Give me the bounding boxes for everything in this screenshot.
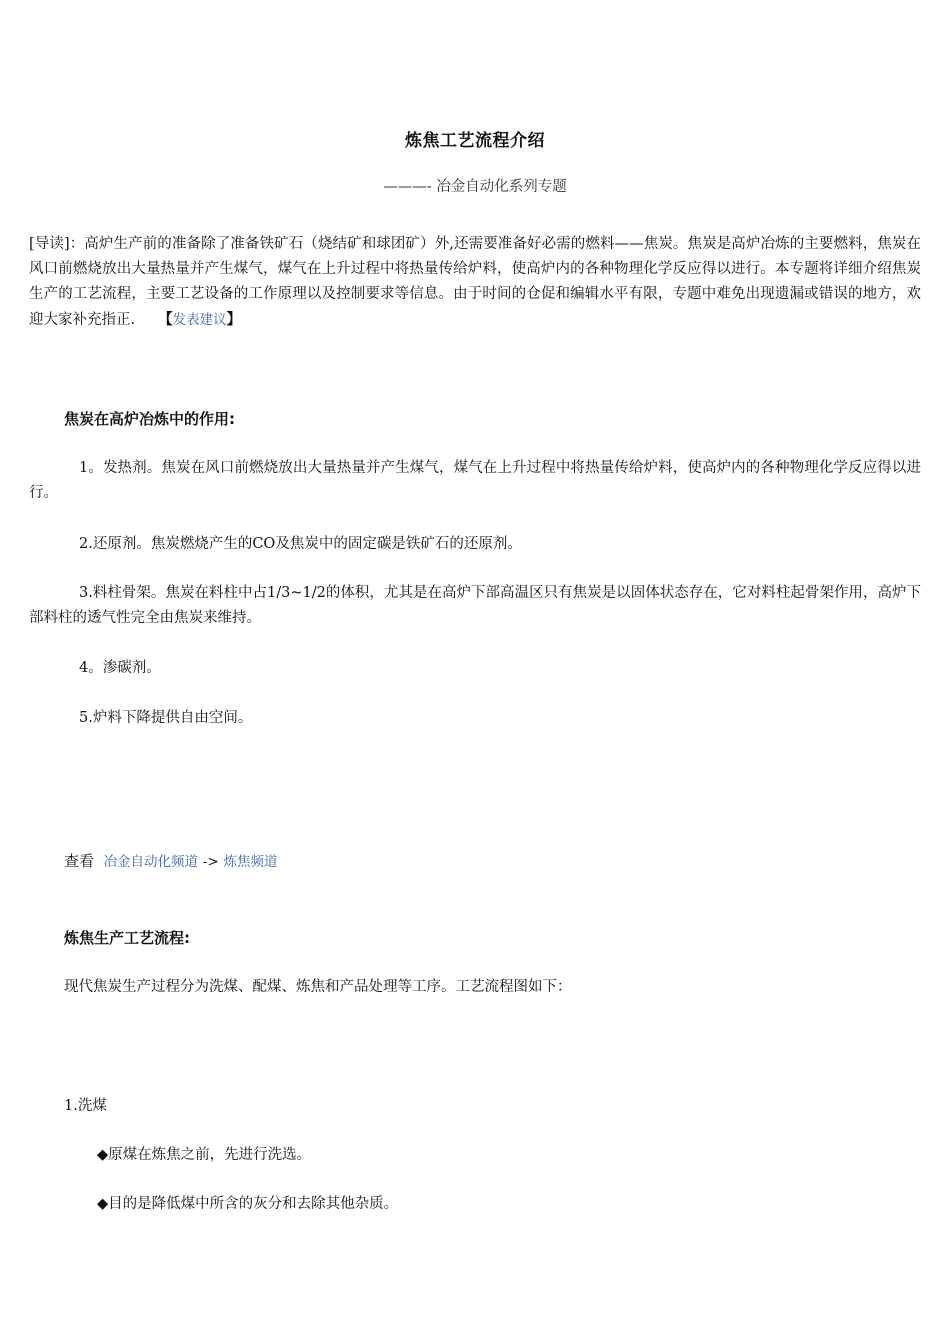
washing-bullet-1: ◆原煤在炼焦之前，先进行洗选。	[97, 1147, 312, 1163]
role-item-3: 3.料柱骨架。焦炭在料柱中占1/3~1/2的体积，尤其是在高炉下部高温区只有焦炭是以固体状态存在，它对料柱起骨架作用，高炉下部料柱的透气性完全由焦炭来维持。	[29, 585, 921, 626]
section-heading-coke-role: 焦炭在高炉冶炼中的作用:	[64, 410, 235, 428]
coking-channel-link[interactable]: 炼焦频道	[223, 854, 278, 870]
washing-bullet-2: ◆目的是降低煤中所含的灰分和去除其他杂质。	[97, 1196, 399, 1212]
section-heading-process: 炼焦生产工艺流程:	[64, 929, 190, 947]
feedback-link[interactable]: 发表建议	[172, 312, 227, 328]
role-item-2: 2.还原剂。焦炭燃烧产生的CO及焦炭中的固定碳是铁矿石的还原剂。	[79, 536, 522, 552]
role-item-1: 1。发热剂。焦炭在风口前燃烧放出大量热量并产生煤气，煤气在上升过程中将热量传给炉料，使高炉内的各种物理化学反应得以进行。	[29, 460, 921, 501]
intro-text: [导读]：高炉生产前的准备除了准备铁矿石（烧结矿和球团矿）外,还需要准备好必需的燃料——焦炭。焦炭是高炉冶炼的主要燃料，焦炭在风口前燃烧放出大量热量并产生煤气，煤气在上升过程中将热量传给炉料，使高炉内的各种物理化学反应得以进行。本专题将详细介绍焦炭生产的工艺流程，主要工艺设备的工作原理以及控制要求等信息。由于时间的仓促和编辑水平有限，专题中难免出现遗漏或错误的地方，欢迎大家补充指正.	[29, 236, 921, 328]
feedback-bracket-close: 】	[226, 311, 242, 328]
step-title-washing: 1.洗煤	[64, 1098, 107, 1114]
channel-nav	[64, 850, 278, 871]
intro-paragraph	[29, 232, 921, 333]
process-intro: 现代焦炭生产过程分为洗煤、配煤、炼焦和产品处理等工序。工艺流程图如下：	[64, 979, 572, 995]
feedback-bracket-open: 【	[158, 311, 173, 328]
nav-arrow: ->	[202, 854, 219, 870]
document-title: 炼焦工艺流程介绍	[405, 131, 545, 151]
document-subtitle: ———- 冶金自动化系列专题	[383, 179, 567, 195]
metallurgy-channel-link[interactable]: 冶金自动化频道	[103, 854, 199, 870]
role-item-4: 4。渗碳剂。	[79, 660, 161, 676]
nav-prefix: 查看	[64, 852, 95, 870]
role-item-5: 5.炉料下降提供自由空间。	[79, 710, 253, 726]
